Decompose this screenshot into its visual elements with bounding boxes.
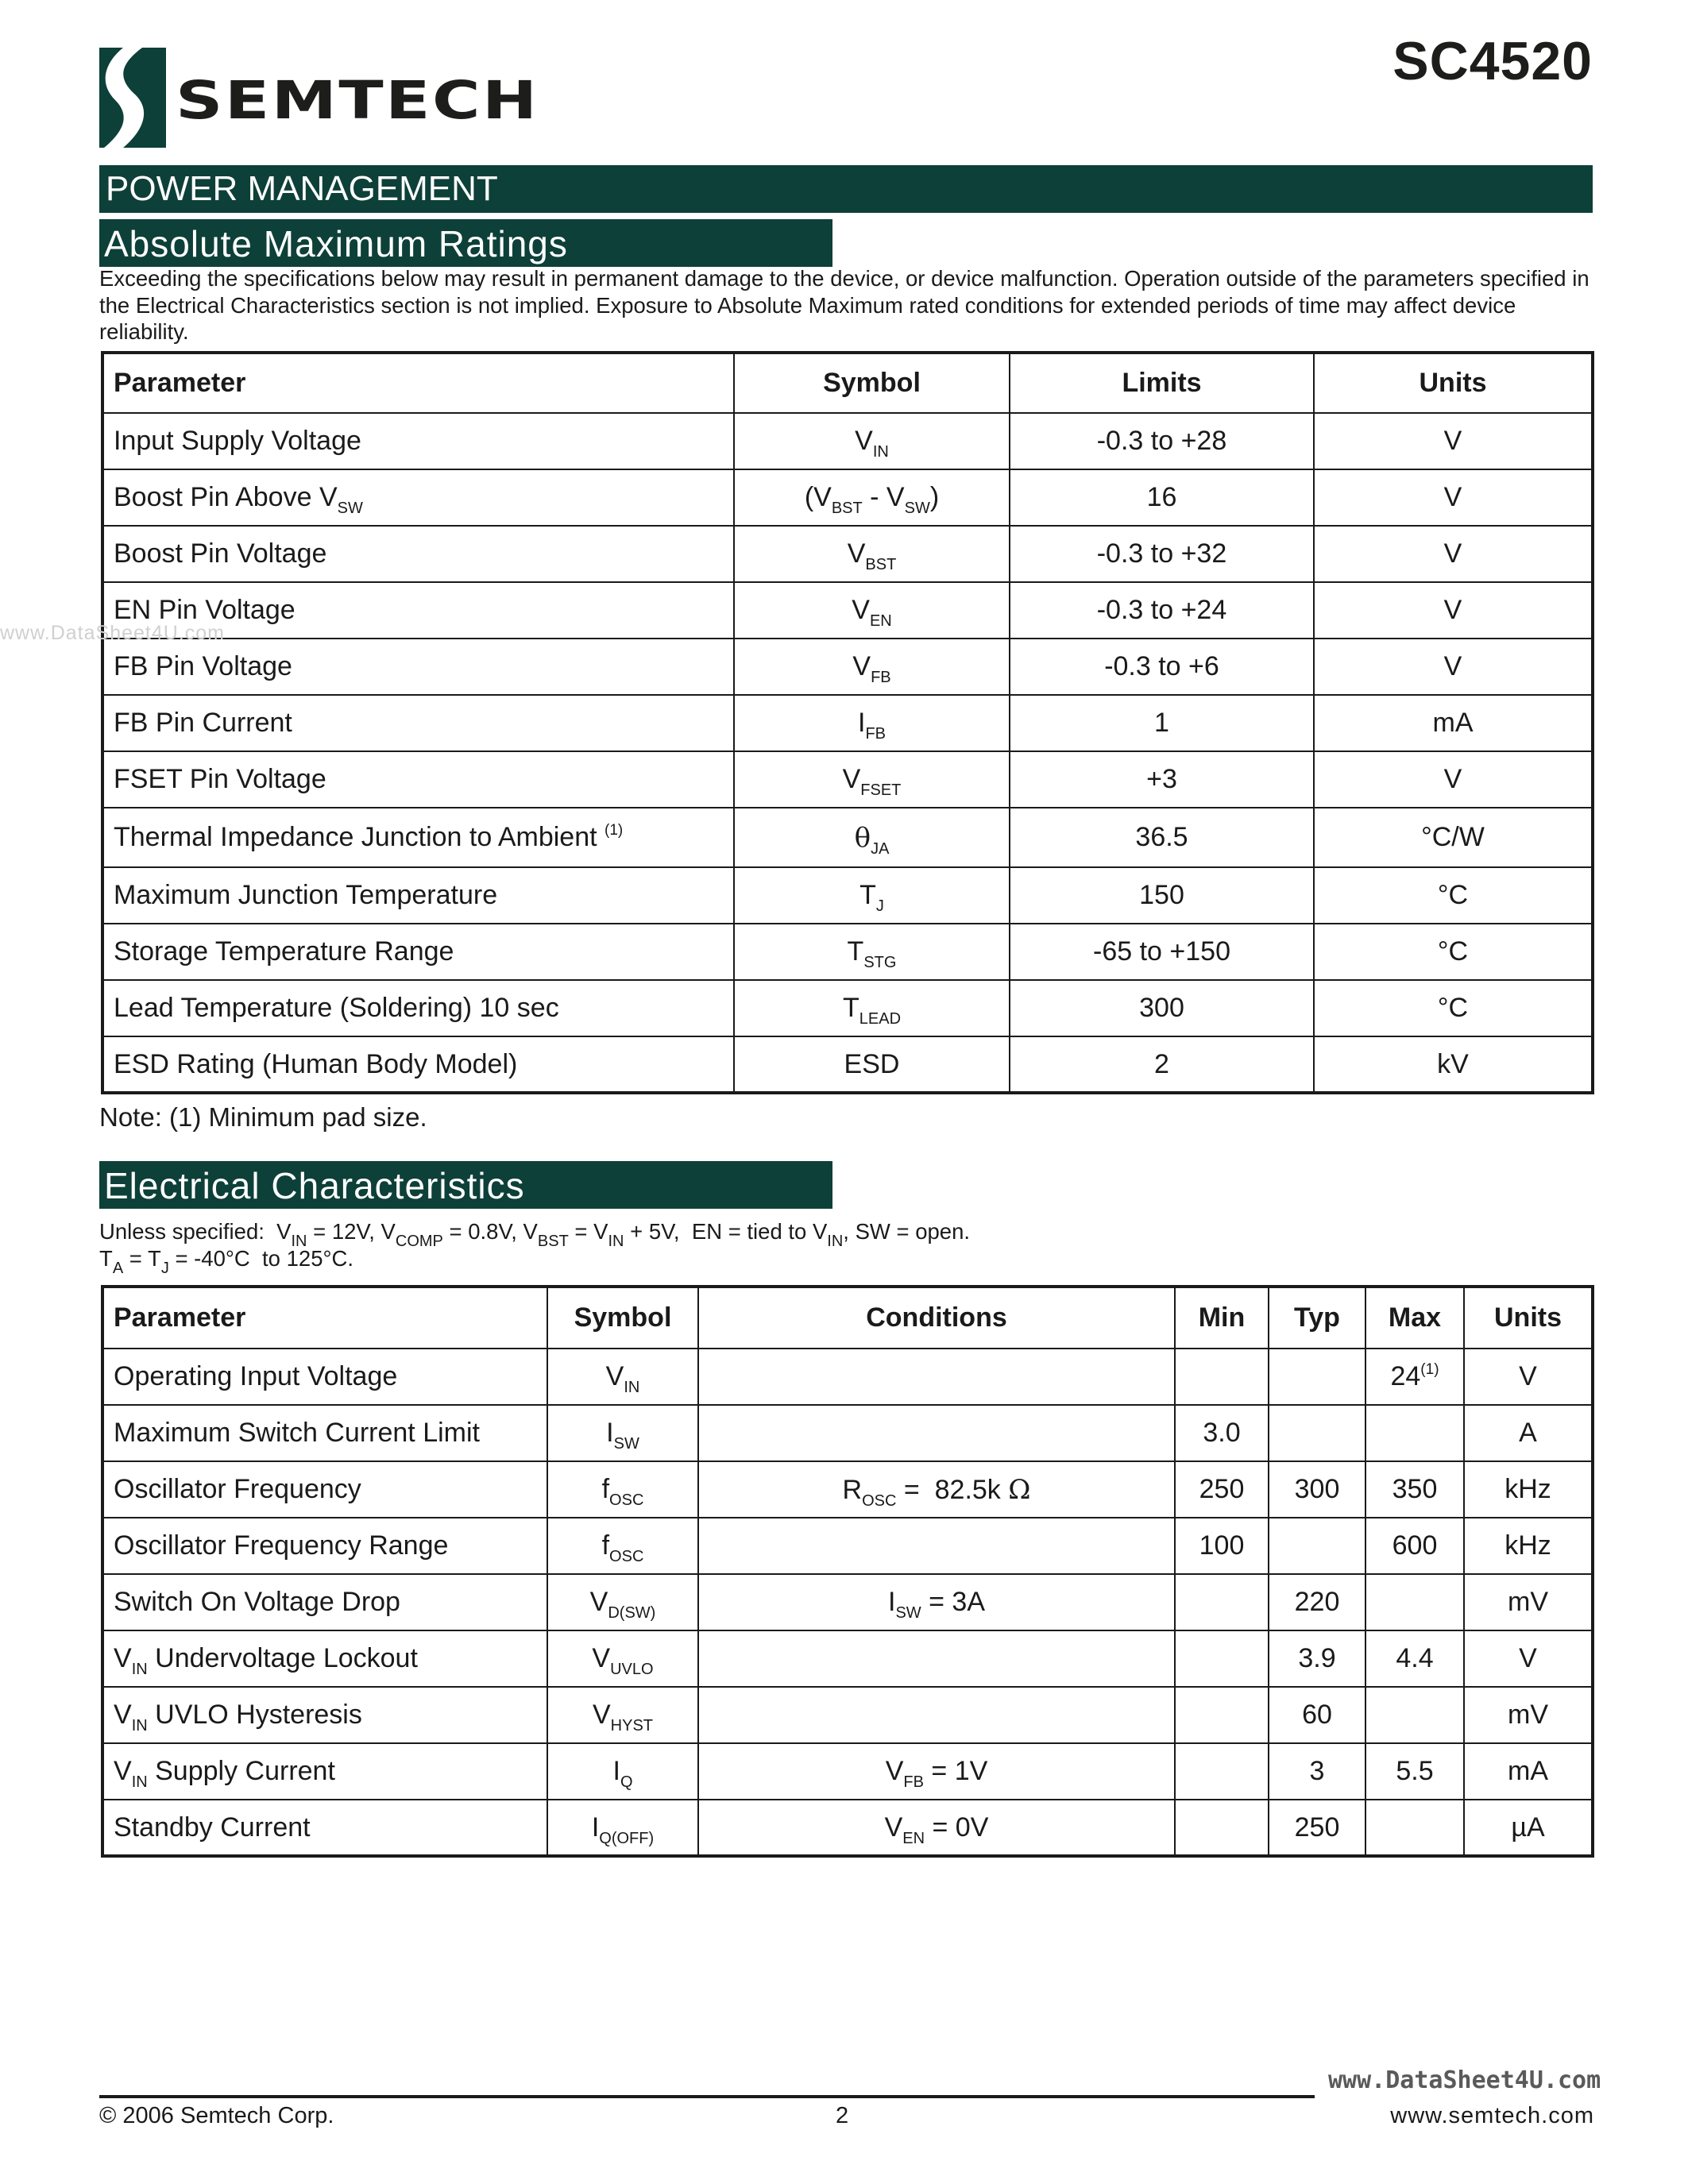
- limits: 150: [1010, 867, 1314, 924]
- units: V: [1464, 1630, 1593, 1687]
- param: EN Pin Voltage: [102, 582, 734, 639]
- symbol: $T_{STG}$: [734, 924, 1010, 980]
- param: FSET Pin Voltage: [102, 751, 734, 808]
- symbol: ESD: [734, 1036, 1010, 1093]
- param: Maximum Junction Temperature: [102, 867, 734, 924]
- min: [1175, 1687, 1269, 1743]
- param: Maximum Switch Current Limit: [102, 1405, 547, 1461]
- semtech-s-logo-icon: [99, 48, 166, 148]
- page-number: 2: [836, 2103, 849, 2128]
- conditions: [698, 1630, 1175, 1687]
- param: Lead Temperature (Soldering) 10 sec: [102, 980, 734, 1036]
- table-row: [102, 1687, 1593, 1743]
- typ: 300: [1269, 1461, 1365, 1518]
- symbol: $I_{Q(OFF)}$: [547, 1800, 698, 1856]
- header-parameter: Parameter: [102, 353, 734, 413]
- param: Input Supply Voltage: [102, 413, 734, 469]
- ec-title: Electrical Characteristics: [99, 1161, 832, 1209]
- header-limits: Limits: [1010, 353, 1314, 413]
- param: Storage Temperature Range: [102, 924, 734, 980]
- symbol: $(V_{BST} - V_{SW})$: [734, 469, 1010, 526]
- max: [1365, 1574, 1464, 1630]
- header-symbol: Symbol: [547, 1287, 698, 1349]
- limits: -0.3 to +24: [1010, 582, 1314, 639]
- units: mA: [1314, 695, 1593, 751]
- limits: 1: [1010, 695, 1314, 751]
- units: V: [1314, 639, 1593, 695]
- section-banner: POWER MANAGEMENT: [99, 165, 1593, 213]
- header-units: Units: [1314, 353, 1593, 413]
- table-row: [102, 980, 1593, 1036]
- units: °C: [1314, 867, 1593, 924]
- param: $V_{IN}$ Undervoltage Lockout: [102, 1630, 547, 1687]
- conditions: $V_{FB} = 1V$: [698, 1743, 1175, 1800]
- symbol: $V_{HYST}$: [547, 1687, 698, 1743]
- conditions: $I_{SW} = 3A$: [698, 1574, 1175, 1630]
- param: Operating Input Voltage: [102, 1349, 547, 1405]
- header-units: Units: [1464, 1287, 1593, 1349]
- amr-note: Note: (1) Minimum pad size.: [99, 1102, 427, 1132]
- table-row: [102, 808, 1593, 867]
- footer-divider: [99, 2095, 1315, 2098]
- symbol: $V_{FB}$: [734, 639, 1010, 695]
- header-typ: Typ: [1269, 1287, 1365, 1349]
- conditions: [698, 1518, 1175, 1574]
- min: [1175, 1574, 1269, 1630]
- units: °C/W: [1314, 808, 1593, 867]
- units: kHz: [1464, 1518, 1593, 1574]
- units: V: [1314, 526, 1593, 582]
- units: µA: [1464, 1800, 1593, 1856]
- symbol: $V_{BST}$: [734, 526, 1010, 582]
- table-row: [102, 1574, 1593, 1630]
- max: 5.5: [1365, 1743, 1464, 1800]
- units: mV: [1464, 1687, 1593, 1743]
- param: Oscillator Frequency: [102, 1461, 547, 1518]
- table-row: [102, 1743, 1593, 1800]
- max: 350: [1365, 1461, 1464, 1518]
- limits: -65 to +150: [1010, 924, 1314, 980]
- limits: -0.3 to +6: [1010, 639, 1314, 695]
- header-parameter: Parameter: [102, 1287, 547, 1349]
- units: °C: [1314, 924, 1593, 980]
- units: V: [1314, 582, 1593, 639]
- ec-conditions: Unless specified: $V_{IN} = 12V$, $V_{COMP} = 0.8V$, $V_{BST} = V_{IN} + 5V$, EN = tied to $V_{IN}$, SW = open. $T_A = T_J = -40^\circ C$ to 125°C.: [99, 1219, 971, 1277]
- header-min: Min: [1175, 1287, 1269, 1349]
- table-row: [102, 469, 1593, 526]
- table-header-row: [102, 353, 1593, 413]
- units: V: [1314, 413, 1593, 469]
- units: kHz: [1464, 1461, 1593, 1518]
- symbol: $V_{UVLO}$: [547, 1630, 698, 1687]
- typ: [1269, 1405, 1365, 1461]
- table-row: [102, 1800, 1593, 1856]
- table-row: [102, 695, 1593, 751]
- header-symbol: Symbol: [734, 353, 1010, 413]
- table-row: [102, 639, 1593, 695]
- units: °C: [1314, 980, 1593, 1036]
- symbol: $f_{OSC}$: [547, 1461, 698, 1518]
- param: $V_{IN}$ Supply Current: [102, 1743, 547, 1800]
- conditions: $V_{EN} = 0V$: [698, 1800, 1175, 1856]
- table-row: [102, 1461, 1593, 1518]
- symbol: $T_J$: [734, 867, 1010, 924]
- min: 100: [1175, 1518, 1269, 1574]
- symbol: $T_{LEAD}$: [734, 980, 1010, 1036]
- table-row: [102, 1630, 1593, 1687]
- limits: +3: [1010, 751, 1314, 808]
- symbol: $V_{EN}$: [734, 582, 1010, 639]
- conditions: [698, 1405, 1175, 1461]
- min: [1175, 1349, 1269, 1405]
- param: Boost Pin Above $V_{SW}$: [102, 469, 734, 526]
- symbol: $I_{SW}$: [547, 1405, 698, 1461]
- symbol: $f_{OSC}$: [547, 1518, 698, 1574]
- param: Standby Current: [102, 1800, 547, 1856]
- limits: 36.5: [1010, 808, 1314, 867]
- limits: 16: [1010, 469, 1314, 526]
- table-row: [102, 1036, 1593, 1093]
- min: [1175, 1743, 1269, 1800]
- param: ESD Rating (Human Body Model): [102, 1036, 734, 1093]
- max: 600: [1365, 1518, 1464, 1574]
- table-row: [102, 582, 1593, 639]
- max: [1365, 1687, 1464, 1743]
- param: Oscillator Frequency Range: [102, 1518, 547, 1574]
- symbol: $V_{D(SW)}$: [547, 1574, 698, 1630]
- max: [1365, 1405, 1464, 1461]
- typ: 3.9: [1269, 1630, 1365, 1687]
- units: V: [1314, 469, 1593, 526]
- units: mV: [1464, 1574, 1593, 1630]
- amr-intro: Exceeding the specifications below may result in permanent damage to the device, or device malfunction. Operation outside of the parameters specified in the Electrical Characteristics section is not implied. Exposure to Absolute Maximum rated conditions for extended periods of time may affect device reliability.: [99, 266, 1590, 344]
- param: Boost Pin Voltage: [102, 526, 734, 582]
- semtech-logo: [99, 48, 608, 151]
- table-row: [102, 413, 1593, 469]
- footer-website[interactable]: www.semtech.com: [1390, 2103, 1594, 2128]
- param: FB Pin Voltage: [102, 639, 734, 695]
- amr-title: Absolute Maximum Ratings: [99, 219, 832, 267]
- units: kV: [1314, 1036, 1593, 1093]
- param: $V_{IN}$ UVLO Hysteresis: [102, 1687, 547, 1743]
- units: V: [1464, 1349, 1593, 1405]
- header-max: Max: [1365, 1287, 1464, 1349]
- units: V: [1314, 751, 1593, 808]
- typ: 220: [1269, 1574, 1365, 1630]
- typ: [1269, 1349, 1365, 1405]
- table-row: [102, 1349, 1593, 1405]
- symbol: $I_{FB}$: [734, 695, 1010, 751]
- ec-table: [101, 1285, 1594, 1858]
- table-header-row: [102, 1287, 1593, 1349]
- symbol: $V_{FSET}$: [734, 751, 1010, 808]
- watermark-bottom: www.DataSheet4U.com: [1328, 2066, 1601, 2094]
- limits: -0.3 to +32: [1010, 526, 1314, 582]
- typ: 3: [1269, 1743, 1365, 1800]
- max: 4.4: [1365, 1630, 1464, 1687]
- units: A: [1464, 1405, 1593, 1461]
- typ: 250: [1269, 1800, 1365, 1856]
- conditions: [698, 1349, 1175, 1405]
- min: [1175, 1800, 1269, 1856]
- min: 250: [1175, 1461, 1269, 1518]
- watermark-left: www.DataSheet4U.com: [0, 622, 226, 644]
- param: FB Pin Current: [102, 695, 734, 751]
- typ: 60: [1269, 1687, 1365, 1743]
- table-row: [102, 867, 1593, 924]
- max: 24$^{(1)}$: [1365, 1349, 1464, 1405]
- part-number: SC4520: [1393, 31, 1593, 91]
- table-row: [102, 751, 1593, 808]
- table-row: [102, 526, 1593, 582]
- company-name: SEMTECH: [176, 70, 539, 131]
- units: mA: [1464, 1743, 1593, 1800]
- symbol: $\theta_{JA}$: [734, 808, 1010, 867]
- min: [1175, 1630, 1269, 1687]
- typ: [1269, 1518, 1365, 1574]
- symbol: $V_{IN}$: [734, 413, 1010, 469]
- max: [1365, 1800, 1464, 1856]
- header-conditions: Conditions: [698, 1287, 1175, 1349]
- table-row: [102, 1405, 1593, 1461]
- limits: 2: [1010, 1036, 1314, 1093]
- amr-table: [101, 351, 1594, 1094]
- limits: -0.3 to +28: [1010, 413, 1314, 469]
- limits: 300: [1010, 980, 1314, 1036]
- min: 3.0: [1175, 1405, 1269, 1461]
- table-row: [102, 1518, 1593, 1574]
- footer-copyright: © 2006 Semtech Corp.: [99, 2103, 334, 2128]
- param: Switch On Voltage Drop: [102, 1574, 547, 1630]
- param: Thermal Impedance Junction to Ambient $^{(1)}$: [102, 808, 734, 867]
- conditions: [698, 1687, 1175, 1743]
- conditions: $R_{OSC} = 82.5k$ Ω: [698, 1461, 1175, 1518]
- symbol: $I_Q$: [547, 1743, 698, 1800]
- symbol: $V_{IN}$: [547, 1349, 698, 1405]
- table-row: [102, 924, 1593, 980]
